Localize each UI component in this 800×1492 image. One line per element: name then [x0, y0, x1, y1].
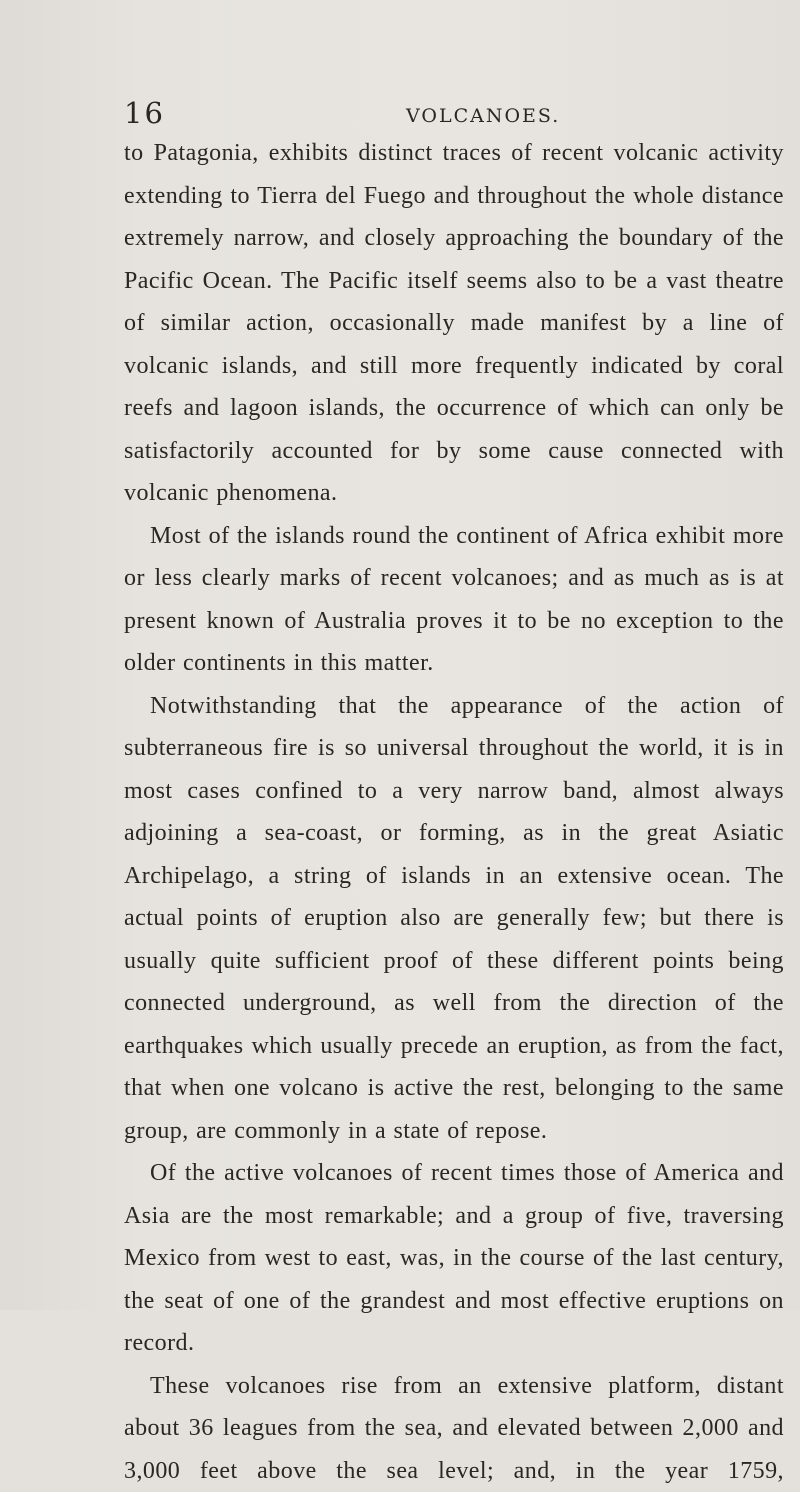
running-title: VOLCANOES.: [406, 105, 560, 127]
paragraph: Most of the islands round the continent of Africa exhibit more or less clearly marks of recent volcanoes; and as much as is at present known of Australia proves it to be no exception to the older continents in this matter.: [124, 515, 784, 685]
page-number: 16: [124, 96, 165, 130]
paragraph: These volcanoes rise from an extensive platform, distant about 36 leagues from the sea, and elevated between 2,000 and 3,000 feet above the sea level; and, in the year 1759,: [124, 1365, 784, 1492]
body-text: [124, 132, 784, 1492]
paragraph: to Patagonia, exhibits distinct traces of recent volcanic activity extending to Tierra del Fuego and throughout the whole distance extremely narrow, and closely approaching the boundary of the Pacific Ocean. The Pacific itself seems also to be a vast theatre of similar action, occasionally made manifest by a line of volcanic islands, and still more frequently indicated by coral reefs and lagoon islands, the occurrence of which can only be satisfactorily accounted for by some cause connected with volcanic phenomena.: [124, 132, 784, 515]
paragraph: Of the active volcanoes of recent times those of America and Asia are the most remarkable; and a group of five, traversing Mexico from west to east, was, in the course of the last century, the seat of one of the grandest and most effective eruptions on record.: [124, 1152, 784, 1365]
paragraph: Notwithstanding that the appearance of the action of subterraneous fire is so universal throughout the world, it is in most cases confined to a very narrow band, almost always adjoining a sea-coast, or forming, as in the great Asiatic Archipelago, a string of islands in an extensive ocean. The actual points of eruption also are generally few; but there is usually quite sufficient proof of these different points being connected underground, as well from the direction of the earthquakes which usually precede an eruption, as from the fact, that when one volcano is active the rest, belonging to the same group, are commonly in a state of repose.: [124, 685, 784, 1153]
